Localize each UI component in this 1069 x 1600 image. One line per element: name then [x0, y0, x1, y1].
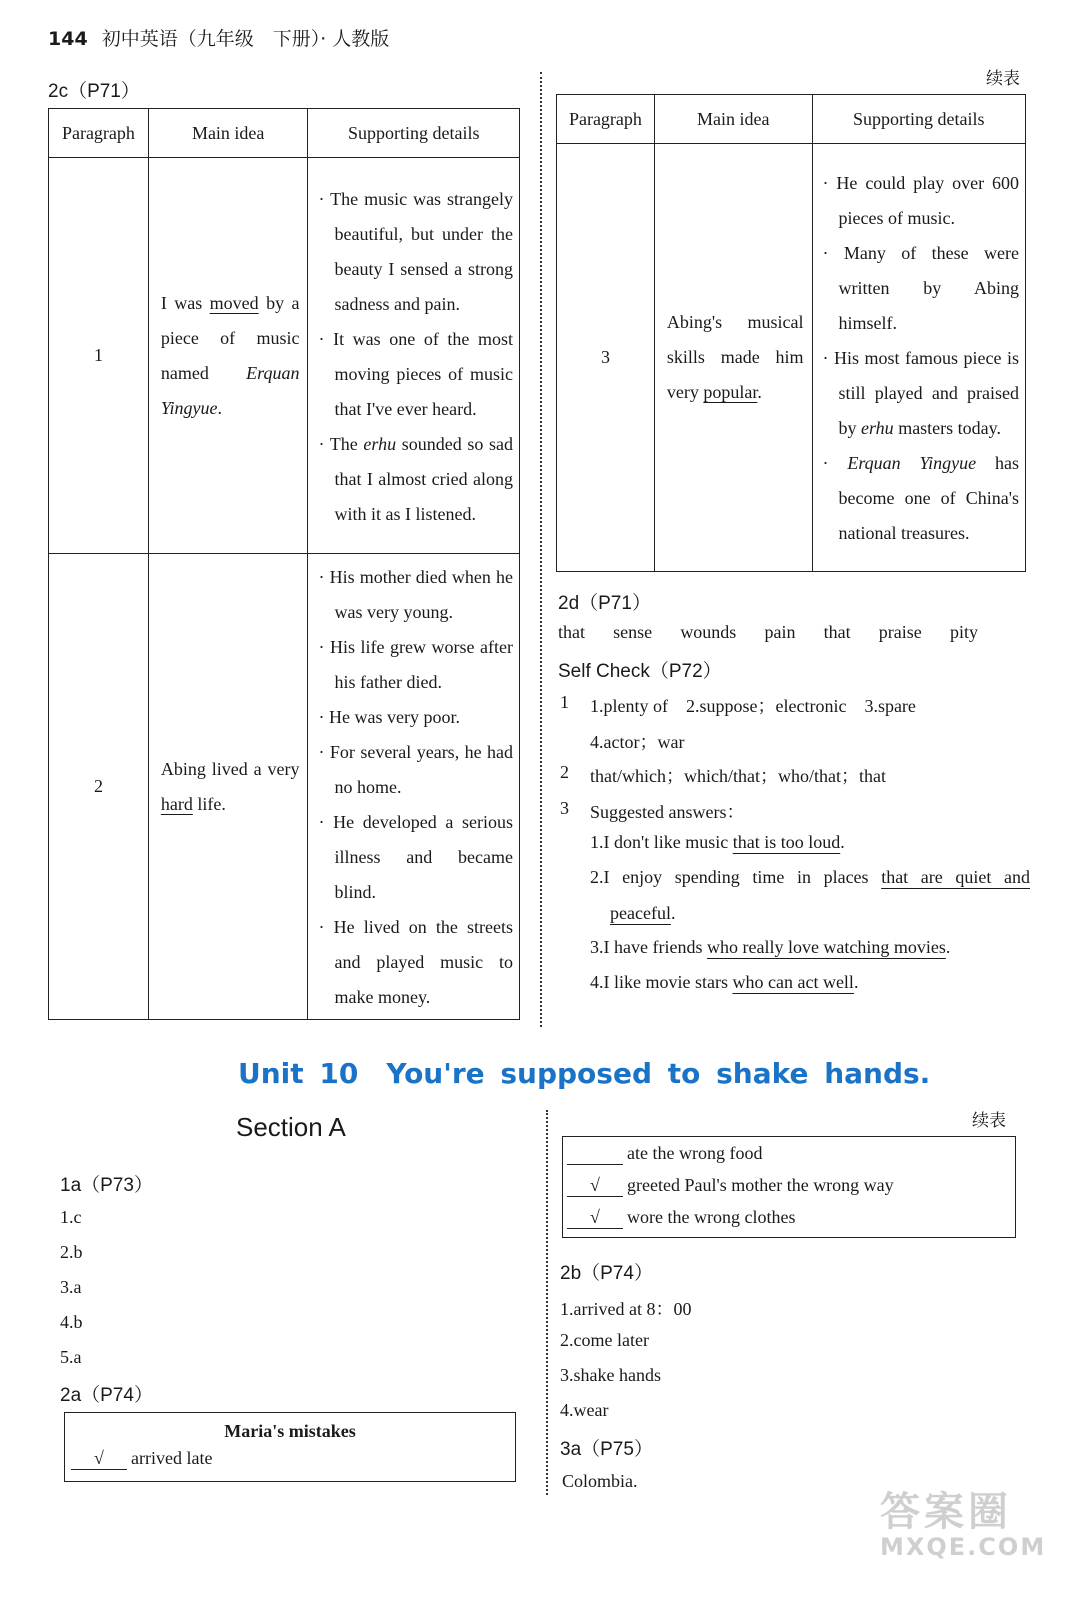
section-label-self-check: Self Check（P72） [558, 661, 722, 682]
table-header-row [557, 95, 1026, 144]
supporting-details [812, 144, 1025, 572]
header-main-idea: Main idea [148, 109, 308, 158]
answer-item: Colombia. [562, 1471, 638, 1491]
table-row [557, 144, 1026, 572]
box-title: Maria's mistakes [224, 1421, 356, 1441]
section-label-3a: 3a（P75） [560, 1439, 653, 1460]
column-divider-bottom [546, 1110, 548, 1495]
mistake-item [567, 1175, 1015, 1197]
main-idea [654, 144, 812, 572]
detail-item: · He developed a serious illness and became blind. [318, 812, 513, 902]
suggested-answer-3: 3.I have friends who really love watching movies. [590, 937, 951, 957]
detail-item: · For several years, he had no home. [318, 742, 513, 797]
self-check-1-line2: 4.actor；war [590, 732, 685, 752]
detail-item: · Many of these were written by Abing himself. [822, 243, 1019, 333]
self-check-3-title: Suggested answers： [590, 802, 745, 822]
paragraph-number: 3 [557, 144, 655, 572]
marias-mistakes-box [64, 1412, 516, 1482]
self-check-2-num: 2 [560, 762, 569, 782]
mistake-text: arrived late [131, 1448, 213, 1468]
table-row [49, 554, 520, 1020]
section-label-1a: 1a（P73） [60, 1175, 153, 1196]
mistake-item [567, 1207, 1015, 1229]
table-row [49, 158, 520, 554]
header-paragraph: Paragraph [49, 109, 149, 158]
detail-item: · The erhu sounded so sad that I almost cried along with it as I listened. [318, 433, 513, 524]
continued-label: 续表 [972, 1111, 1006, 1131]
answer-item: 4.b [60, 1312, 83, 1332]
answer-item: 2.b [60, 1242, 83, 1262]
answer-item: 2.come later [560, 1330, 649, 1350]
check-mark: √ [71, 1448, 127, 1470]
answer-item: 1.c [60, 1207, 82, 1227]
supporting-details [308, 554, 520, 1020]
suggested-answer-1: 1.I don't like music that is too loud. [590, 832, 845, 852]
main-idea [148, 158, 308, 554]
answer-item: 5.a [60, 1347, 82, 1367]
word-item: that [823, 622, 851, 642]
answer-item: 4.wear [560, 1400, 609, 1420]
word-item: pain [764, 622, 796, 642]
word-list-2d [558, 622, 978, 643]
page-header [48, 24, 389, 51]
paragraph-number: 1 [49, 158, 149, 554]
detail-item: · He lived on the streets and played music to make money. [318, 917, 513, 1007]
mistake-text: wore the wrong clothes [627, 1207, 796, 1227]
book-title: 初中英语（九年级 下册）· 人教版 [101, 28, 390, 50]
mistake-item [567, 1143, 1015, 1165]
page-number: 144 [48, 28, 88, 50]
main-idea-text: I was moved by a piece of music named Erquan Yingyue. [160, 292, 300, 418]
detail-item: · His life grew worse after his father died. [318, 637, 513, 692]
column-divider-top [540, 72, 542, 1027]
section-label-2a: 2a（P74） [60, 1385, 153, 1406]
section-label-2c: 2c（P71） [48, 81, 140, 102]
section-label-2b: 2b（P74） [560, 1263, 653, 1284]
check-mark: √ [567, 1175, 623, 1197]
suggested-answer-2-cont: peaceful. [610, 903, 676, 923]
word-item: sense [613, 622, 653, 642]
word-item: pity [949, 622, 978, 642]
suggested-answer-2: 2.I enjoy spending time in places that are quiet and [590, 867, 1030, 887]
right-table [556, 94, 1026, 572]
suggested-answer-4: 4.I like movie stars who can act well. [590, 972, 859, 992]
table-header-row [49, 109, 520, 158]
section-label-2d: 2d（P71） [558, 593, 651, 614]
header-supporting-details: Supporting details [308, 109, 520, 158]
detail-item: · His mother died when he was very young. [318, 567, 513, 622]
answer-item: 3.shake hands [560, 1365, 661, 1385]
section-heading: Section A [236, 1112, 346, 1142]
paragraph-number: 2 [49, 554, 149, 1020]
left-table [48, 108, 520, 1020]
self-check-1-line1: 1.plenty of 2.suppose；electronic 3.spare [590, 696, 916, 716]
watermark-logo [880, 1480, 1046, 1561]
word-item: that [558, 622, 585, 642]
detail-item: · The music was strangely beautiful, but under the beauty I sensed a strong sadness and pain. [318, 188, 514, 314]
mistake-item [71, 1448, 515, 1470]
detail-item: · His most famous piece is still played and praised by erhu masters today. [822, 348, 1019, 438]
supporting-details [308, 158, 520, 554]
unit-title: Unit 10 You're supposed to shake hands. [238, 1057, 931, 1090]
main-idea-text: Abing's musical skills made him very popular. [666, 312, 804, 402]
continued-label: 续表 [986, 69, 1020, 89]
mistake-text: ate the wrong food [627, 1143, 763, 1163]
marias-mistakes-box-continued [562, 1136, 1016, 1238]
check-mark [567, 1143, 623, 1165]
detail-item: · It was one of the most moving pieces of music that I've ever heard. [318, 328, 514, 419]
self-check-1-num: 1 [560, 692, 569, 712]
answer-item: 1.arrived at 8：00 [560, 1299, 692, 1319]
main-idea [148, 554, 308, 1020]
main-idea-text: Abing lived a very hard life. [160, 758, 300, 814]
check-mark: √ [567, 1207, 623, 1229]
detail-item: · He was very poor. [318, 707, 460, 727]
header-supporting-details: Supporting details [812, 95, 1025, 144]
self-check-3-num: 3 [560, 798, 569, 818]
watermark-text: 答案圈 [880, 1489, 1012, 1535]
header-main-idea: Main idea [654, 95, 812, 144]
word-item: wounds [680, 622, 737, 642]
answer-item: 3.a [60, 1277, 82, 1297]
header-paragraph: Paragraph [557, 95, 655, 144]
self-check-2-text: that/which；which/that；who/that；that [590, 766, 886, 786]
detail-item: · He could play over 600 pieces of music. [822, 173, 1019, 228]
word-item: praise [878, 622, 922, 642]
watermark-url: MXQE.COM [880, 1533, 1047, 1561]
mistake-text: greeted Paul's mother the wrong way [627, 1175, 894, 1195]
detail-item: · Erquan Yingyue has become one of China's national treasures. [822, 453, 1019, 543]
